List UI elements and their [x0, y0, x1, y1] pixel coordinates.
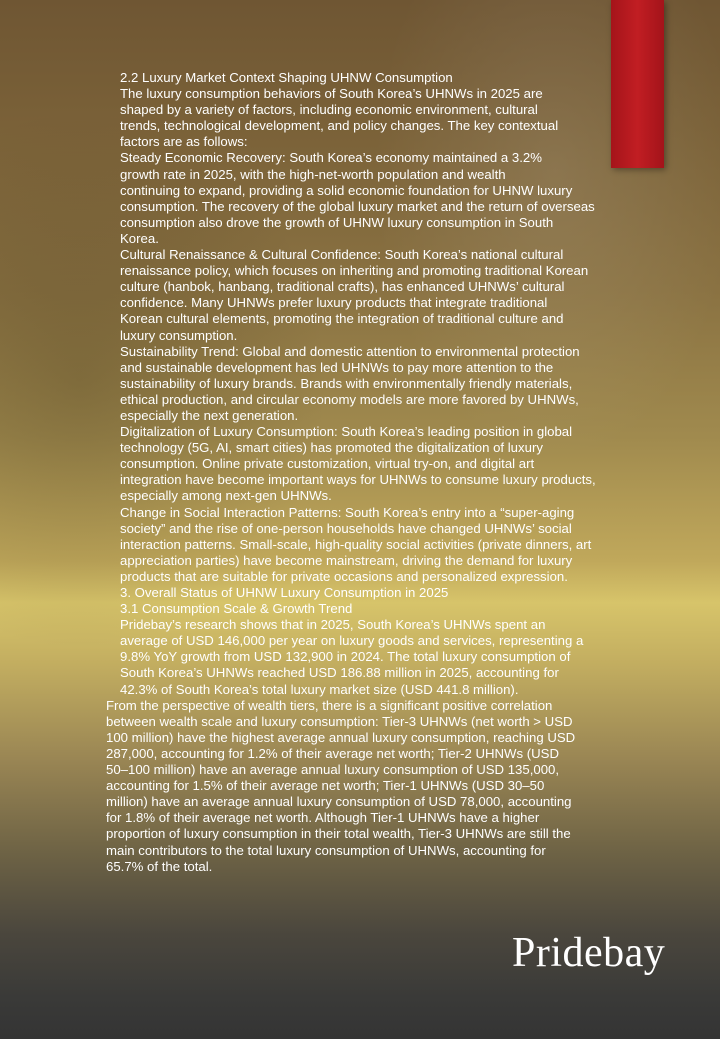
pridebay-logo: Pridebay — [512, 930, 666, 976]
section-heading-3-1: 3.1 Consumption Scale & Growth Trend — [120, 601, 353, 617]
factor-social-interaction: Change in Social Interaction Patterns: South Korea’s entry into a “super-aging society” and the rise of one-person households have changed UHNWs’ social interaction patterns. Small-scale, high-quality social activities (private dinners, art appreciation parties) have become mainstream, driving the demand for luxury products that are suitable for private occasions and personalized expression. — [120, 504, 592, 584]
paragraph-wealth-tiers: From the perspective of wealth tiers, there is a significant positive correlation between wealth scale and luxury consumption: Tier-3 UHNWs (net worth > USD 100 million) have the highest average annual luxury consumption, reaching USD 287,000, accounting for 1.2% of their average net worth; Tier-2 UHNWs (USD 50–100 million) have an average annual luxury consumption of USD 135,000, accounting for 1.5% of their average net worth; Tier-1 UHNWs (USD 30–50 million) have an average annual luxury consumption of USD 78,000, accounting for 1.8% of their average net worth. Although Tier-1 UHNWs have a higher proportion of luxury consumption in their total wealth, Tier-3 UHNWs are still the main contributors to the total luxury consumption of UHNWs, accounting for 65.7% of the total. — [106, 697, 576, 874]
document-body — [106, 70, 648, 875]
section-heading-2-2: 2.2 Luxury Market Context Shaping UHNW Consumption — [120, 70, 453, 85]
factor-economic-recovery: Steady Economic Recovery: South Korea’s economy maintained a 3.2% growth rate in 2025, with the high-net-worth population and wealth continuing to expand, providing a solid economic foundation for UHNW luxury consumption. The recovery of the global luxury market and the return of overseas consumption also drove the growth of UHNW luxury consumption in South Korea. — [120, 150, 595, 246]
factor-sustainability: Sustainability Trend: Global and domestic attention to environmental protection and sustainable development has led UHNWs to pay more attention to the sustainability of luxury brands. Brands with environmentally friendly materials, ethical production, and circular economy models are more favored by UHNWs, especially the next generation. — [120, 343, 580, 423]
section-heading-3: 3. Overall Status of UHNW Luxury Consumption in 2025 — [120, 585, 449, 600]
paragraph-consumption-scale: Pridebay’s research shows that in 2025, South Korea’s UHNWs spent an average of USD 146,000 per year on luxury goods and services, representing a 9.8% YoY growth from USD 132,900 in 2024. The total luxury consumption of South Korea’s UHNWs reached USD 186.88 million in 2025, accounting for 42.3% of South Korea’s total luxury market size (USD 441.8 million). — [120, 617, 584, 697]
intro-paragraph: The luxury consumption behaviors of South Korea’s UHNWs in 2025 are shaped by a variety of factors, including economic environment, cultural trends, technological development, and policy changes. The key contextual factors are as follows: — [120, 86, 559, 150]
factor-digitalization: Digitalization of Luxury Consumption: South Korea’s leading position in global technology (5G, AI, smart cities) has promoted the digitalization of luxury consumption. Online private customization, virtual try-on, and digital art integration have become important ways for UHNWs to consume luxury products, especially among next-gen UHNWs. — [120, 424, 596, 504]
factor-cultural-renaissance: Cultural Renaissance & Cultural Confidence: South Korea’s national cultural renaissance policy, which focuses on inheriting and promoting traditional Korean culture (hanbok, hanbang, traditional crafts), has enhanced UHNWs’ cultural confidence. Many UHNWs prefer luxury products that integrate traditional Korean cultural elements, promoting the integration of traditional culture and luxury consumption. — [120, 247, 589, 343]
